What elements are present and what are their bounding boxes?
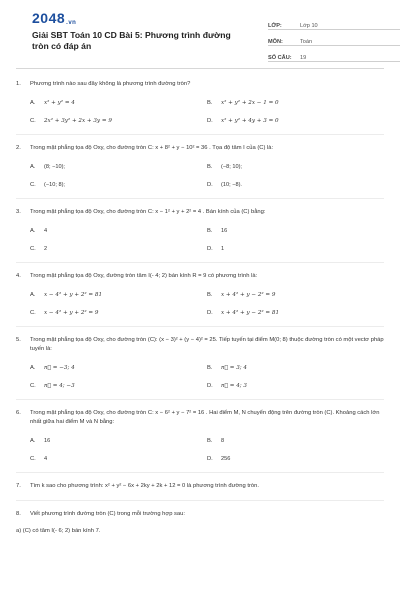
option-c[interactable] bbox=[30, 117, 207, 125]
question-text: Trong mặt phẳng tọa độ Oxy, đường tròn tâm I(- 4; 2) bán kính R = 9 có phương trình là: bbox=[30, 273, 258, 279]
meta-row-count bbox=[268, 46, 400, 62]
option-letter: A. bbox=[30, 100, 36, 106]
option-text: (−8; 10); bbox=[221, 164, 242, 170]
option-letter: D. bbox=[207, 182, 213, 188]
page-title: Giải SBT Toán 10 CD Bài 5: Phương trình đường tròn có đáp án bbox=[32, 30, 231, 51]
option-d[interactable] bbox=[207, 245, 384, 253]
meta-key: SỐ CÂU: bbox=[268, 55, 292, 61]
option-letter: A. bbox=[30, 292, 36, 298]
question-number: 2. bbox=[16, 145, 21, 151]
question-text: Trong mặt phẳng tọa độ Oxy, cho đường tròn C: x + 8² + y − 10² = 36 . Tọa độ tâm I của (C) là: bbox=[30, 145, 274, 151]
option-d[interactable] bbox=[207, 181, 384, 189]
question-text: Viết phương trình đường tròn (C) trong mỗi trường hợp sau: bbox=[30, 511, 185, 517]
question-1 bbox=[16, 80, 384, 125]
option-b[interactable] bbox=[207, 227, 384, 235]
option-text: 16 bbox=[44, 438, 51, 444]
option-text: 16 bbox=[221, 228, 228, 234]
option-a[interactable] bbox=[30, 163, 207, 171]
option-letter: D. bbox=[207, 246, 213, 252]
option-letter: D. bbox=[207, 310, 213, 316]
question-8 bbox=[16, 510, 384, 536]
option-c[interactable] bbox=[30, 455, 207, 463]
option-text: (10; −8). bbox=[221, 182, 242, 188]
option-c[interactable] bbox=[30, 382, 207, 390]
question-divider bbox=[16, 262, 384, 263]
question-number: 3. bbox=[16, 209, 21, 215]
question-subpart: a) (C) có tâm I(- 6; 2) bán kính 7. bbox=[16, 528, 101, 534]
question-divider bbox=[16, 500, 384, 501]
option-letter: C. bbox=[30, 182, 36, 188]
question-divider bbox=[16, 134, 384, 135]
option-letter: C. bbox=[30, 456, 36, 462]
option-b[interactable] bbox=[207, 99, 384, 107]
option-b[interactable] bbox=[207, 291, 384, 299]
option-letter: B. bbox=[207, 164, 213, 170]
option-d[interactable] bbox=[207, 309, 384, 317]
option-b[interactable] bbox=[207, 163, 384, 171]
option-text: n⃗ = −3; 4 bbox=[44, 365, 75, 371]
option-a[interactable] bbox=[30, 291, 207, 299]
option-text: x − 4² + y + 2² = 81 bbox=[44, 292, 103, 298]
option-letter: D. bbox=[207, 118, 213, 124]
question-text: Trong mặt phẳng tọa độ Oxy, cho đường tròn C: x − 1² + y + 2² = 4 . Bán kính của (C) bằng: bbox=[30, 209, 266, 215]
logo-text: 2048 bbox=[32, 10, 66, 26]
option-letter: B. bbox=[207, 292, 213, 298]
question-number: 1. bbox=[16, 81, 21, 87]
question-divider bbox=[16, 399, 384, 400]
option-a[interactable] bbox=[30, 99, 207, 107]
option-text: n⃗ = 4; −3 bbox=[44, 383, 75, 389]
option-text: 256 bbox=[221, 456, 231, 462]
question-text: Trong mặt phẳng tọa độ Oxy, cho đường tròn C: x − 6² + y − 7² = 16 . Hai điểm M, N chuyển động trên đường tròn (C). Khoảng cách lớn nhất giữa hai điểm M và N bằng: bbox=[30, 410, 380, 425]
option-letter: D. bbox=[207, 383, 213, 389]
option-letter: B. bbox=[207, 438, 213, 444]
question-divider bbox=[16, 326, 384, 327]
meta-row-subject bbox=[268, 30, 400, 46]
option-c[interactable] bbox=[30, 181, 207, 189]
option-letter: B. bbox=[207, 228, 213, 234]
question-6 bbox=[16, 409, 384, 463]
question-7 bbox=[16, 482, 384, 491]
option-c[interactable] bbox=[30, 309, 207, 317]
question-number: 4. bbox=[16, 273, 21, 279]
option-letter: B. bbox=[207, 100, 213, 106]
option-letter: B. bbox=[207, 365, 213, 371]
question-2 bbox=[16, 144, 384, 189]
option-letter: C. bbox=[30, 246, 36, 252]
option-text: 4 bbox=[44, 228, 48, 234]
option-text: x − 4² + y + 2² = 9 bbox=[44, 310, 99, 316]
option-letter: A. bbox=[30, 164, 36, 170]
question-text: Tìm k sao cho phương trình: x² + y² − 6x + 2ky + 2k + 12 = 0 là phương trình đường tròn. bbox=[30, 483, 259, 489]
meta-value: Toán bbox=[300, 39, 313, 45]
document-header bbox=[16, 0, 384, 64]
meta-key: LỚP: bbox=[268, 23, 282, 29]
question-text: Trong mặt phẳng tọa độ Oxy, cho đường tròn (C): (x − 3)² + (y − 4)² = 25. Tiếp tuyến tại điểm M(0; 8) thuộc đường tròn có một vectơ pháp tuyến là: bbox=[30, 337, 384, 352]
option-text: 2 bbox=[44, 246, 48, 252]
question-number: 7. bbox=[16, 483, 21, 489]
option-c[interactable] bbox=[30, 245, 207, 253]
logo-suffix: .vn bbox=[66, 20, 77, 26]
option-b[interactable] bbox=[207, 437, 384, 445]
option-letter: A. bbox=[30, 365, 36, 371]
question-divider bbox=[16, 198, 384, 199]
option-text: x² + y² + 4y + 3 = 0 bbox=[221, 118, 279, 124]
question-list bbox=[16, 80, 384, 536]
option-letter: C. bbox=[30, 118, 36, 124]
option-text: x² + y² + 2x − 1 = 0 bbox=[221, 100, 279, 106]
option-letter: D. bbox=[207, 456, 213, 462]
option-letter: C. bbox=[30, 383, 36, 389]
option-a[interactable] bbox=[30, 364, 207, 372]
header-divider bbox=[16, 68, 384, 69]
option-text: n⃗ = 4; 3 bbox=[221, 383, 247, 389]
question-text: Phương trình nào sau đây không là phương trình đường tròn? bbox=[30, 81, 191, 87]
option-d[interactable] bbox=[207, 382, 384, 390]
question-4 bbox=[16, 272, 384, 317]
option-b[interactable] bbox=[207, 364, 384, 372]
option-text: (8; −10); bbox=[44, 164, 65, 170]
meta-key: MÔN: bbox=[268, 39, 283, 45]
option-text: 8 bbox=[221, 438, 225, 444]
question-number: 5. bbox=[16, 337, 21, 343]
option-letter: A. bbox=[30, 228, 36, 234]
question-number: 6. bbox=[16, 410, 21, 416]
meta-table bbox=[268, 14, 400, 62]
option-text: 2x² + 3y² + 2x + 3y = 9 bbox=[44, 118, 112, 124]
option-d[interactable] bbox=[207, 455, 384, 463]
option-letter: A. bbox=[30, 438, 36, 444]
meta-row-class bbox=[268, 14, 400, 30]
meta-value: 19 bbox=[300, 55, 307, 61]
option-d[interactable] bbox=[207, 117, 384, 125]
question-number: 8. bbox=[16, 511, 21, 517]
option-a[interactable] bbox=[30, 437, 207, 445]
meta-value: Lớp 10 bbox=[300, 23, 318, 29]
option-letter: C. bbox=[30, 310, 36, 316]
question-5 bbox=[16, 336, 384, 390]
option-text: x² + y² = 4 bbox=[44, 100, 75, 106]
option-text: (−10; 8); bbox=[44, 182, 65, 188]
question-3 bbox=[16, 208, 384, 253]
option-text: 4 bbox=[44, 456, 48, 462]
site-logo[interactable] bbox=[32, 10, 76, 26]
option-text: x + 4² + y − 2² = 81 bbox=[221, 310, 280, 316]
option-text: n⃗ = 3; 4 bbox=[221, 365, 247, 371]
option-text: 1 bbox=[221, 246, 225, 252]
option-a[interactable] bbox=[30, 227, 207, 235]
option-text: x + 4² + y − 2² = 9 bbox=[221, 292, 276, 298]
question-divider bbox=[16, 472, 384, 473]
